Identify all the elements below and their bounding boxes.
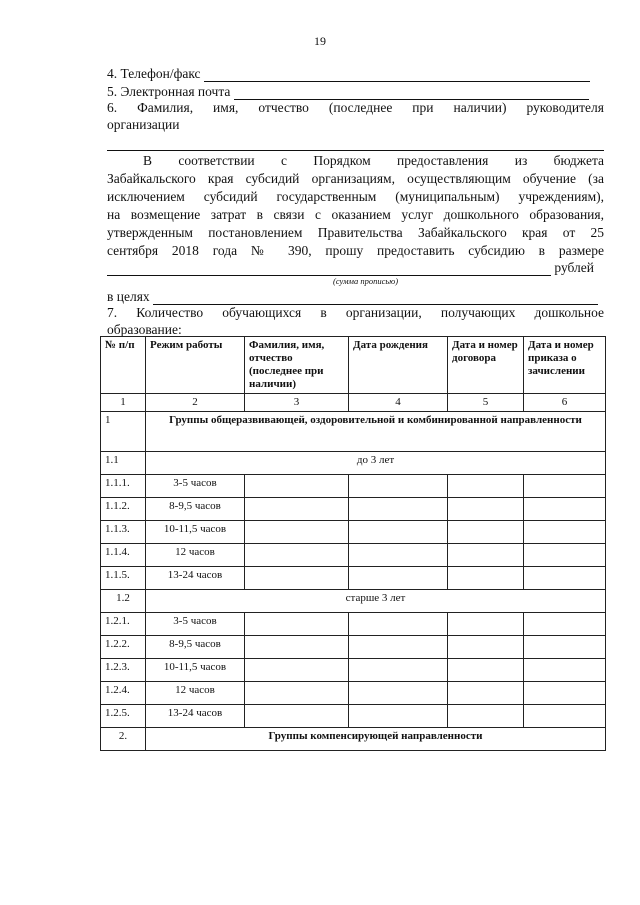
row-number: 1.1.1. — [101, 475, 146, 498]
fullname-cell[interactable] — [245, 567, 349, 590]
sub2-row — [101, 590, 606, 613]
fullname-cell[interactable] — [245, 705, 349, 728]
order-cell[interactable] — [524, 475, 606, 498]
fullname-cell[interactable] — [245, 613, 349, 636]
table-row — [101, 613, 606, 636]
contract-cell[interactable] — [448, 659, 524, 682]
row-number: 1.1.2. — [101, 498, 146, 521]
page-number: 19 — [314, 34, 326, 48]
paragraph-line-5: утвержденным постановлением Правительства Забайкальского края от 25 — [107, 225, 604, 240]
birthdate-cell[interactable] — [349, 682, 448, 705]
birthdate-cell[interactable] — [349, 498, 448, 521]
item7-line-2: образование: — [107, 322, 182, 337]
fullname-cell[interactable] — [245, 521, 349, 544]
table-row — [101, 498, 606, 521]
contract-cell[interactable] — [448, 498, 524, 521]
header-number: № п/п — [101, 337, 146, 394]
purpose-label: в целях — [107, 289, 150, 304]
col-number-3: 3 — [245, 394, 349, 412]
header-fullname: Фамилия, имя, отчество (последнее при наличии) — [245, 337, 349, 394]
paragraph-line-4: на возмещение затрат в связи с оказанием услуг дошкольного образования, — [107, 207, 604, 222]
contract-cell[interactable] — [448, 567, 524, 590]
sub1-row — [101, 452, 606, 475]
fullname-cell[interactable] — [245, 636, 349, 659]
table-row — [101, 521, 606, 544]
row-number: 1.2.2. — [101, 636, 146, 659]
order-cell[interactable] — [524, 544, 606, 567]
sub1-number: 1.1 — [101, 452, 146, 475]
sub1-title: до 3 лет — [146, 452, 606, 475]
paragraph-line-3: исключением субсидий государственным (муниципальным) учреждениям), — [107, 189, 604, 204]
contract-cell[interactable] — [448, 682, 524, 705]
email-input-line[interactable] — [234, 82, 589, 100]
table-row — [101, 705, 606, 728]
director-input-row — [107, 133, 604, 151]
row-mode: 10-11,5 часов — [146, 659, 245, 682]
amount-input-line[interactable] — [107, 258, 551, 276]
row-mode: 12 часов — [146, 682, 245, 705]
contract-cell[interactable] — [448, 636, 524, 659]
row-mode: 13-24 часов — [146, 705, 245, 728]
birthdate-cell[interactable] — [349, 613, 448, 636]
table-row — [101, 475, 606, 498]
order-cell[interactable] — [524, 636, 606, 659]
row-mode: 8-9,5 часов — [146, 498, 245, 521]
director-input-line[interactable] — [107, 133, 604, 151]
sub2-number: 1.2 — [101, 590, 146, 613]
birthdate-cell[interactable] — [349, 521, 448, 544]
order-cell[interactable] — [524, 498, 606, 521]
paragraph-line-6: сентября 2018 года № 390, прошу предоставить субсидию в размере — [107, 243, 604, 258]
rubles-label: рублей — [554, 260, 595, 275]
email-field-row — [107, 82, 604, 100]
row-mode: 8-9,5 часов — [146, 636, 245, 659]
row-mode: 3-5 часов — [146, 613, 245, 636]
col-number-4: 4 — [349, 394, 448, 412]
row-mode: 12 часов — [146, 544, 245, 567]
header-contract: Дата и номер договора — [448, 337, 524, 394]
col-number-2: 2 — [146, 394, 245, 412]
row-number: 1.2.3. — [101, 659, 146, 682]
order-cell[interactable] — [524, 682, 606, 705]
email-label: 5. Электронная почта — [107, 84, 231, 99]
fullname-cell[interactable] — [245, 682, 349, 705]
birthdate-cell[interactable] — [349, 544, 448, 567]
table-header-row — [101, 337, 606, 394]
order-cell[interactable] — [524, 521, 606, 544]
table-row — [101, 544, 606, 567]
phone-field-row — [107, 64, 604, 82]
table-row — [101, 682, 606, 705]
order-cell[interactable] — [524, 613, 606, 636]
phone-input-line[interactable] — [204, 64, 590, 82]
birthdate-cell[interactable] — [349, 705, 448, 728]
col-number-6: 6 — [524, 394, 606, 412]
amount-caption: (сумма прописью) — [333, 276, 399, 286]
amount-row — [107, 258, 604, 276]
birthdate-cell[interactable] — [349, 636, 448, 659]
phone-label: 4. Телефон/факс — [107, 66, 201, 81]
sub2-title: старше 3 лет — [146, 590, 606, 613]
table-row — [101, 659, 606, 682]
contract-cell[interactable] — [448, 613, 524, 636]
header-mode: Режим работы — [146, 337, 245, 394]
column-numbers-row — [101, 394, 606, 412]
table-row — [101, 636, 606, 659]
paragraph-line-1: В соответствии с Порядком предоставления из бюджета — [143, 153, 604, 168]
director-label-line1: 6. Фамилия, имя, отчество (последнее при наличии) руководителя — [107, 100, 604, 115]
contract-cell[interactable] — [448, 544, 524, 567]
row-number: 1.2.5. — [101, 705, 146, 728]
table-row — [101, 567, 606, 590]
order-cell[interactable] — [524, 659, 606, 682]
order-cell[interactable] — [524, 567, 606, 590]
fullname-cell[interactable] — [245, 498, 349, 521]
item7-line-1: 7. Количество обучающихся в организации, получающих дошкольное — [107, 305, 604, 320]
group2-row — [101, 728, 606, 751]
row-mode: 10-11,5 часов — [146, 521, 245, 544]
row-mode: 3-5 часов — [146, 475, 245, 498]
fullname-cell[interactable] — [245, 544, 349, 567]
row-number: 1.1.5. — [101, 567, 146, 590]
row-mode: 13-24 часов — [146, 567, 245, 590]
group2-number: 2. — [101, 728, 146, 751]
contract-cell[interactable] — [448, 521, 524, 544]
order-cell[interactable] — [524, 705, 606, 728]
fullname-cell[interactable] — [245, 659, 349, 682]
birthdate-cell[interactable] — [349, 567, 448, 590]
fullname-cell[interactable] — [245, 475, 349, 498]
birthdate-cell[interactable] — [349, 659, 448, 682]
col-number-1: 1 — [101, 394, 146, 412]
purpose-row — [107, 287, 604, 305]
contract-cell[interactable] — [448, 475, 524, 498]
paragraph-line-2: Забайкальского края субсидий организациям, осуществляющим обучение (за — [107, 171, 604, 186]
purpose-input-line[interactable] — [153, 287, 598, 305]
row-number: 1.1.3. — [101, 521, 146, 544]
group1-row — [101, 412, 606, 452]
row-number: 1.1.4. — [101, 544, 146, 567]
birthdate-cell[interactable] — [349, 475, 448, 498]
director-label-line2: организации — [107, 117, 180, 132]
row-number: 1.2.1. — [101, 613, 146, 636]
group2-title: Группы компенсирующей направленности — [146, 728, 606, 751]
group1-number: 1 — [101, 412, 146, 452]
header-order: Дата и номер приказа о зачислении — [524, 337, 606, 394]
row-number: 1.2.4. — [101, 682, 146, 705]
group1-title: Группы общеразвивающей, оздоровительной и комбинированной направленности — [146, 412, 606, 452]
students-table — [100, 336, 606, 751]
col-number-5: 5 — [448, 394, 524, 412]
header-birthdate: Дата рождения — [349, 337, 448, 394]
contract-cell[interactable] — [448, 705, 524, 728]
